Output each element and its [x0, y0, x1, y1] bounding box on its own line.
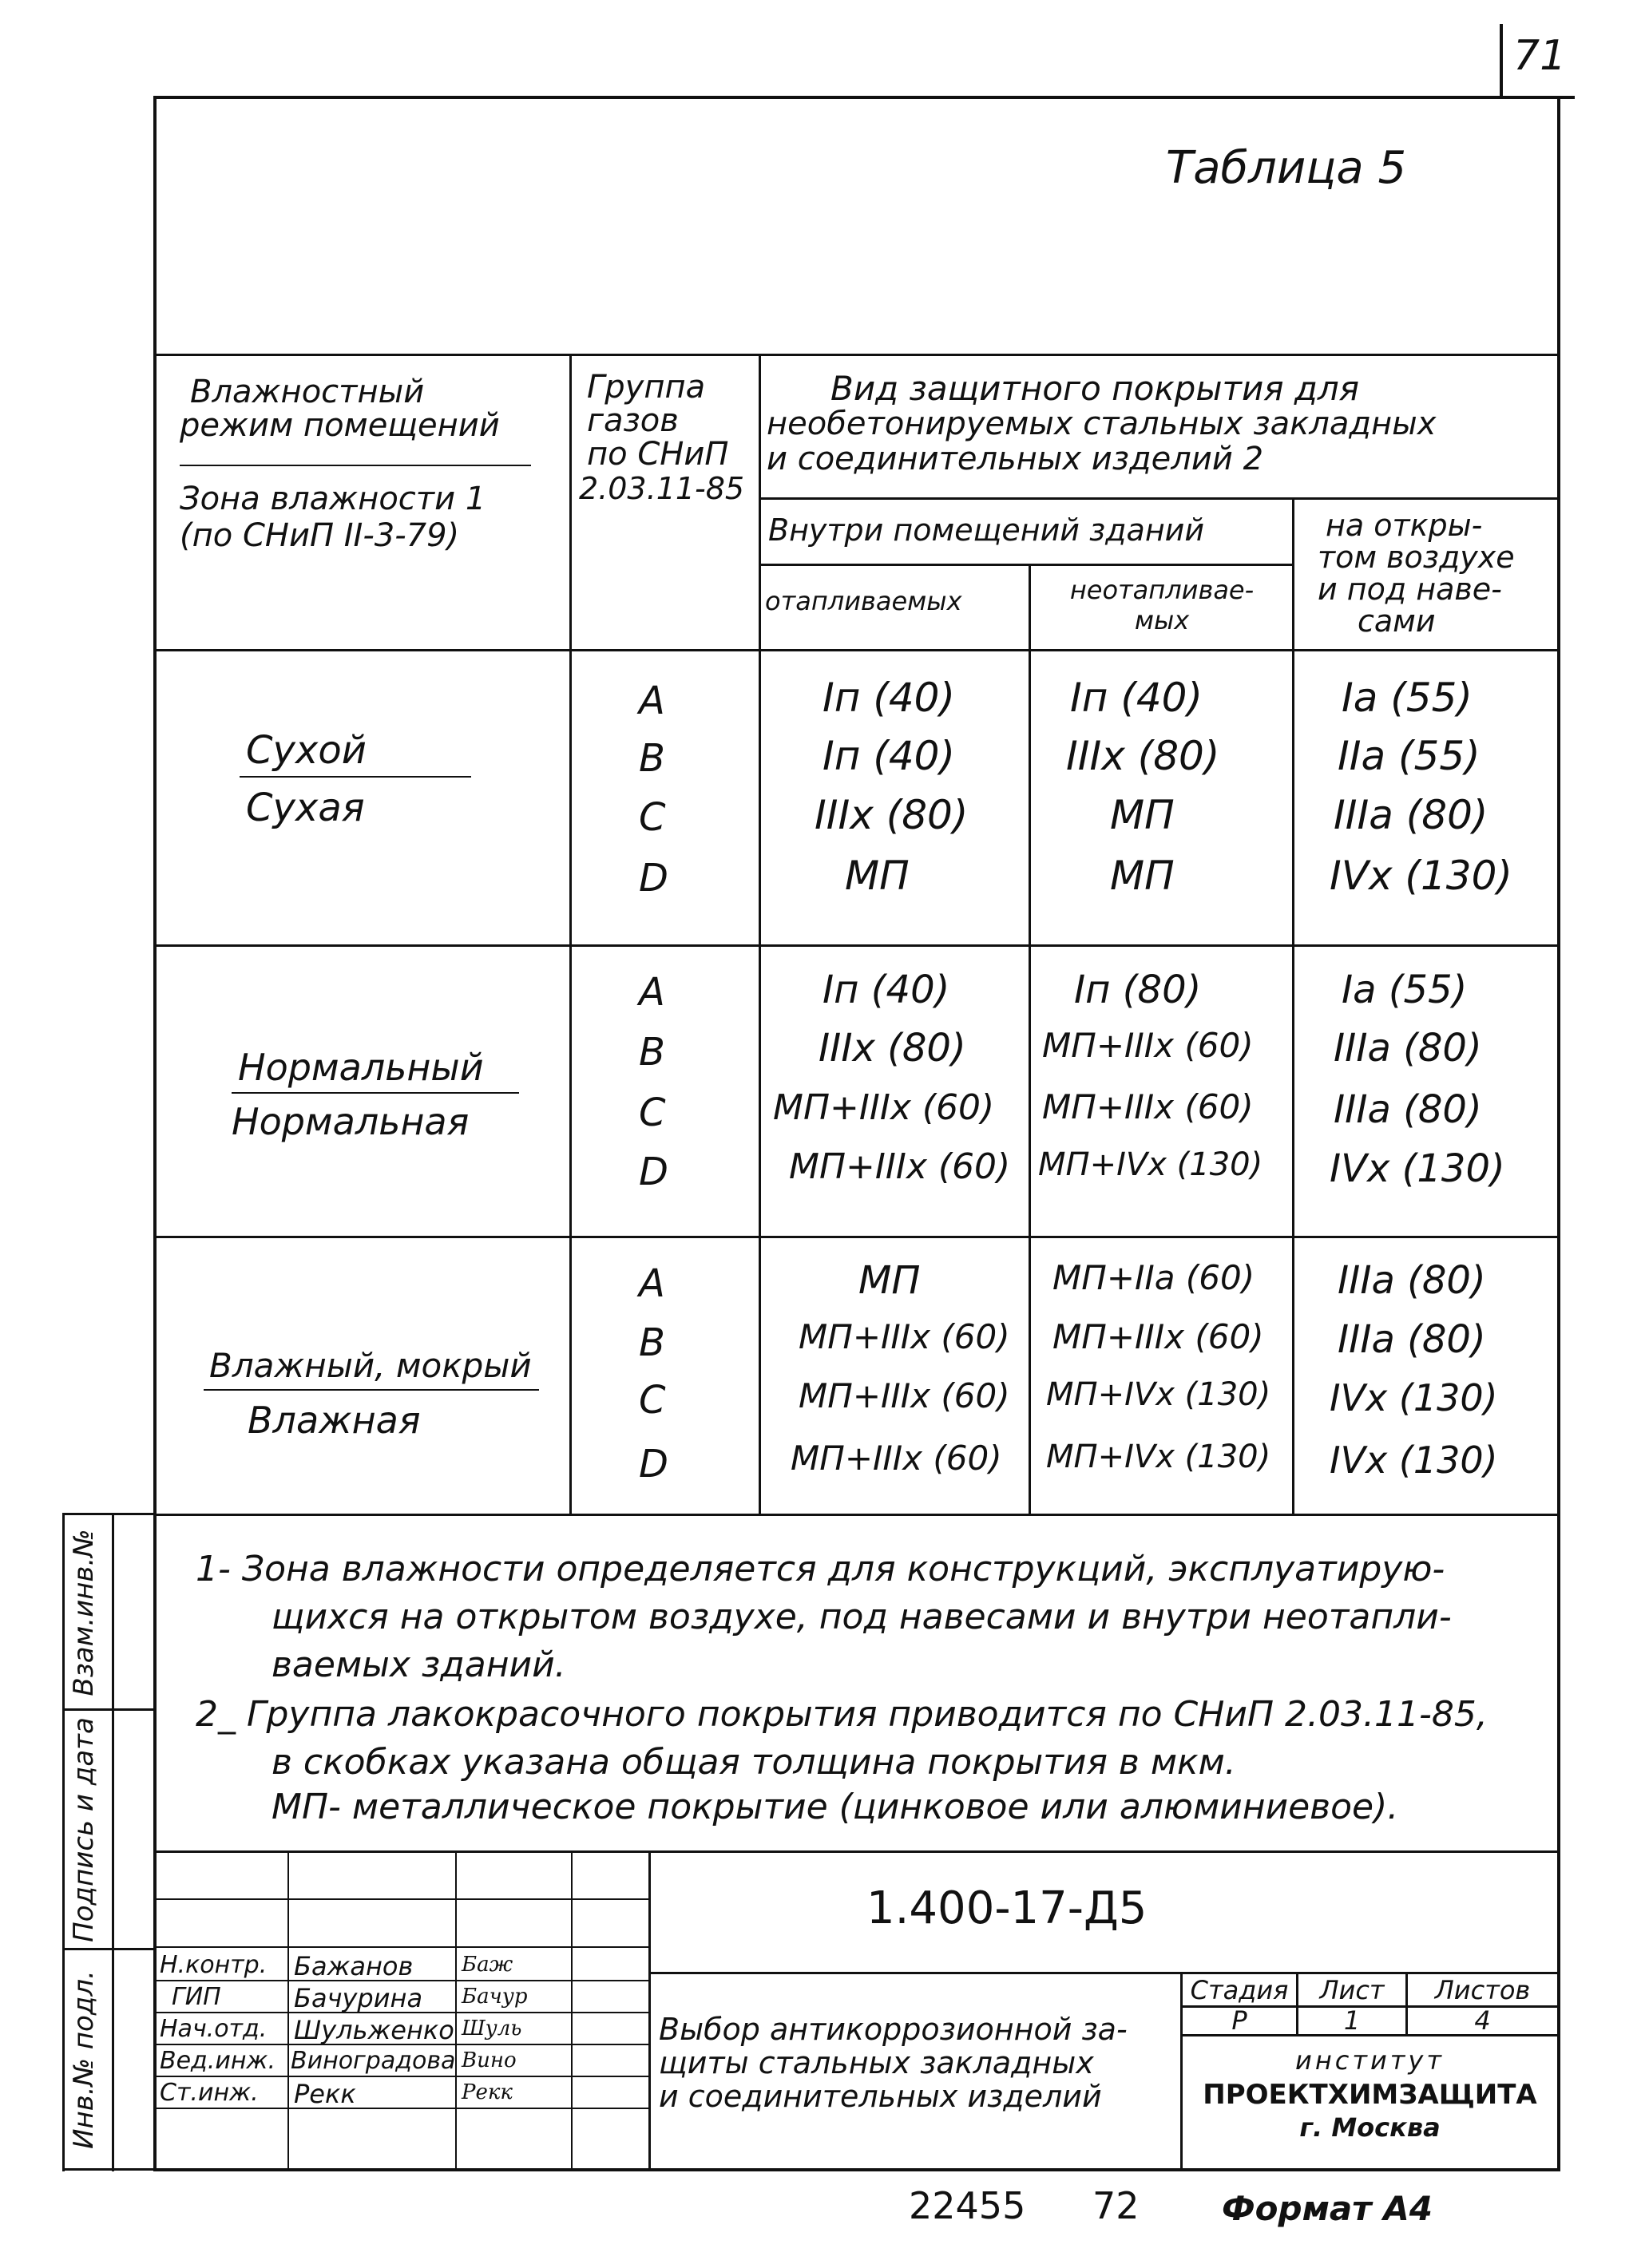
group2-regime: Нормальный — [238, 1046, 484, 1089]
group3-regime: Влажный, мокрый — [209, 1346, 532, 1385]
staff-sign-3: Шуль — [462, 2017, 522, 2040]
header-inside: Внутри помещений зданий — [768, 513, 1205, 548]
note1-line3: ваемых зданий. — [272, 1645, 566, 1685]
frame-bottom — [153, 2168, 1560, 2171]
stage-value: Р — [1231, 2005, 1247, 2036]
frame-right — [1557, 96, 1560, 2171]
header-col2-line4: 2.03.11-85 — [579, 471, 745, 506]
group1-row1-heated: Iп (40) — [823, 675, 955, 721]
sheets-value: 4 — [1474, 2005, 1491, 2036]
staff-name-1: Бажанов — [294, 1951, 414, 1981]
group2-row3-outdoor: IIIа (80) — [1334, 1087, 1482, 1132]
group2-row1-outdoor: Iа (55) — [1342, 968, 1468, 1012]
group1-row1-outdoor: Iа (55) — [1342, 675, 1473, 721]
group2-row4-unheated: МП+IVх (130) — [1038, 1146, 1263, 1183]
group3-row3-gas: C — [639, 1378, 666, 1423]
page-number-divider — [1500, 24, 1503, 96]
group1-bottom-line — [153, 944, 1560, 947]
staff-grid-h1 — [157, 1946, 648, 1948]
header-bottom-line — [153, 649, 1560, 651]
group3-fraction-line — [204, 1389, 539, 1391]
group2-zone: Нормальная — [232, 1100, 470, 1143]
stage-label: Стадия — [1190, 1975, 1289, 2005]
staff-sign-2: Бачур — [462, 1985, 528, 2009]
note2-line2: в скобках указана общая толщина покрытия в мкм. — [272, 1742, 1236, 1783]
stamp-sign-date: Подпись и дата — [68, 1717, 100, 1942]
titleblock-divider-main — [648, 1850, 651, 2170]
staff-sign-4: Вино — [462, 2048, 517, 2072]
stamp-strip-bottom — [62, 2168, 157, 2171]
header-unheated-line2: мых — [1134, 605, 1190, 635]
group3-row1-heated: МП — [858, 1258, 921, 1303]
group1-row3-heated: IIIх (80) — [815, 792, 969, 838]
staff-name-5: Рекк — [294, 2079, 356, 2109]
staff-role-3: Нач.отд. — [160, 2015, 268, 2043]
header-subline-2 — [759, 564, 1294, 566]
group1-row4-unheated: МП — [1110, 853, 1175, 899]
group1-row3-outdoor: IIIа (80) — [1334, 792, 1488, 838]
sheets-label: Листов — [1434, 1975, 1531, 2005]
col4-divider — [1029, 564, 1031, 1515]
header-col3-line1: Вид защитного покрытия для — [830, 369, 1360, 408]
group1-row3-unheated: МП — [1110, 792, 1175, 838]
group3-zone: Влажная — [248, 1399, 421, 1442]
doc-code: 1.400-17-Д5 — [866, 1882, 1148, 1934]
titleblock-top — [153, 1850, 1560, 1853]
institute-line1: институт — [1295, 2045, 1445, 2076]
group3-row4-heated: МП+IIIх (60) — [791, 1439, 1002, 1478]
staff-sign-5: Рекк — [462, 2080, 513, 2104]
staff-sign-1: Баж — [462, 1953, 513, 1977]
staff-grid-h5 — [157, 2076, 648, 2077]
staff-role-2: ГИП — [172, 1983, 221, 2011]
institute-line2: ПРОЕКТХИМЗАЩИТА — [1203, 2079, 1537, 2111]
col3-divider — [759, 354, 761, 1515]
staff-role-5: Ст.инж. — [160, 2079, 259, 2107]
table-bottom-line — [153, 1514, 1560, 1516]
note2-line3: МП- металлическое покрытие (цинковое или алюминиевое). — [272, 1787, 1399, 1827]
staff-grid-h6 — [157, 2108, 648, 2109]
footer-format: Формат А4 — [1222, 2189, 1433, 2228]
group1-row2-outdoor: IIа (55) — [1338, 733, 1481, 779]
group2-row4-outdoor: IVх (130) — [1330, 1146, 1505, 1191]
group3-row3-heated: МП+IIIх (60) — [799, 1376, 1010, 1415]
staff-name-2: Бачурина — [294, 1983, 423, 2013]
group1-fraction-line — [240, 776, 471, 778]
group2-fraction-line — [232, 1092, 519, 1094]
group1-row3-gas: C — [639, 795, 666, 840]
header-unheated-line1: неотапливае- — [1069, 575, 1255, 605]
frame-left — [153, 96, 157, 2171]
group1-zone: Сухая — [246, 786, 365, 830]
header-col1-line1: Влажностный — [190, 374, 425, 410]
note2-line1: 2_ Группа лакокрасочного покрытия приводится по СНиП 2.03.11-85, — [196, 1694, 1488, 1735]
frame-top — [153, 96, 1575, 99]
group3-row3-unheated: МП+IVх (130) — [1046, 1376, 1271, 1413]
doc-description-line1: Выбор антикоррозионной за- — [659, 2012, 1128, 2047]
group2-row1-unheated: Iп (80) — [1074, 968, 1202, 1012]
group1-row2-gas: B — [639, 736, 665, 781]
group2-row2-unheated: МП+IIIх (60) — [1042, 1026, 1254, 1065]
stamp-replace-inv: Взам.инв.№ — [68, 1529, 100, 1696]
group2-row4-heated: МП+IIIх (60) — [789, 1146, 1011, 1187]
doc-description-line2: щиты стальных закладных — [659, 2045, 1094, 2080]
group1-row1-gas: A — [639, 679, 665, 723]
header-col1-line3: Зона влажности 1 — [180, 481, 486, 517]
group2-row2-gas: B — [639, 1030, 665, 1075]
group3-row1-gas: A — [639, 1261, 665, 1306]
sheet-value: 1 — [1343, 2005, 1361, 2036]
group2-row2-outdoor: IIIа (80) — [1334, 1026, 1482, 1071]
group3-row2-outdoor: IIIа (80) — [1338, 1317, 1486, 1362]
header-col2-line1: Группа — [587, 369, 706, 406]
group3-row2-gas: B — [639, 1320, 665, 1365]
group1-row1-unheated: Iп (40) — [1070, 675, 1203, 721]
group2-row3-unheated: МП+IIIх (60) — [1042, 1087, 1254, 1126]
table-top-line — [153, 354, 1560, 356]
group3-row4-unheated: МП+IVх (130) — [1046, 1439, 1271, 1475]
header-heated: отапливаемых — [765, 586, 962, 616]
header-col1-line4: (по СНиП II-3-79) — [180, 517, 460, 554]
staff-role-4: Вед.инж. — [160, 2047, 275, 2075]
group1-row4-gas: D — [639, 856, 668, 900]
group3-row4-outdoor: IVх (130) — [1330, 1439, 1498, 1482]
stamp-strip-right — [112, 1513, 114, 2171]
header-col2-line2: газов — [587, 402, 679, 439]
group2-row1-heated: Iп (40) — [823, 968, 950, 1012]
group2-row3-gas: C — [639, 1090, 666, 1135]
group2-row3-heated: МП+IIIх (60) — [773, 1087, 995, 1128]
group2-bottom-line — [153, 1236, 1560, 1238]
group1-row4-heated: МП — [845, 853, 910, 899]
titleblock-code-bottom — [648, 1972, 1560, 1974]
group2-row2-heated: IIIх (80) — [819, 1026, 966, 1071]
note1-line2: щихся на открытом воздухе, под навесами и внутри неотапли- — [272, 1597, 1452, 1637]
header-subline-1 — [759, 497, 1560, 500]
table-title: Таблица 5 — [1166, 142, 1407, 194]
group2-row4-gas: D — [639, 1150, 668, 1194]
col1-header-fraction — [180, 465, 531, 466]
note1-line1: 1- Зона влажности определяется для конструкций, эксплуатирую- — [196, 1549, 1445, 1589]
doc-description-line3: и соединительных изделий — [659, 2079, 1102, 2114]
header-outdoor-line1: на откры- — [1326, 508, 1483, 543]
institute-line3: г. Москва — [1299, 2112, 1441, 2143]
header-col3-line3: и соединительных изделий 2 — [767, 441, 1264, 477]
group3-row2-unheated: МП+IIIх (60) — [1052, 1317, 1264, 1356]
page-number: 71 — [1513, 32, 1567, 80]
group1-row4-outdoor: IVх (130) — [1330, 853, 1512, 899]
stamp-strip-left — [62, 1513, 65, 2171]
header-col3-line2: необетонируемых стальных закладных — [767, 406, 1437, 442]
group3-row1-outdoor: IIIа (80) — [1338, 1258, 1486, 1303]
group3-row2-heated: МП+IIIх (60) — [799, 1317, 1010, 1356]
group2-row1-gas: A — [639, 970, 665, 1015]
footer-page-ref: 72 — [1092, 2184, 1140, 2227]
group1-regime: Сухой — [246, 728, 367, 773]
footer-archive-no: 22455 — [909, 2184, 1026, 2227]
col2-divider — [569, 354, 572, 1515]
group3-row3-outdoor: IVх (130) — [1330, 1376, 1498, 1419]
header-outdoor-line2: том воздухе — [1318, 540, 1515, 575]
staff-grid-h0 — [157, 1898, 648, 1900]
header-outdoor-line3: и под наве- — [1318, 572, 1502, 607]
staff-role-1: Н.контр. — [160, 1951, 268, 1979]
staff-name-4: Виноградова — [291, 2047, 456, 2075]
header-outdoor-line4: сами — [1358, 604, 1436, 639]
header-col2-line3: по СНиП — [587, 436, 729, 473]
staff-name-3: Шульженко — [294, 2015, 454, 2045]
col5-divider — [1292, 497, 1294, 1515]
group1-row2-heated: Iп (40) — [823, 733, 955, 779]
group3-row1-unheated: МП+IIа (60) — [1052, 1258, 1255, 1297]
sheet-label: Лист — [1319, 1975, 1385, 2005]
group1-row2-unheated: IIIх (80) — [1066, 733, 1220, 779]
group3-row4-gas: D — [639, 1442, 668, 1486]
header-col1-line2: режим помещений — [180, 407, 500, 444]
stamp-inv-orig: Инв.№ подл. — [68, 1970, 100, 2149]
stamp-strip-div2 — [62, 1948, 157, 1950]
